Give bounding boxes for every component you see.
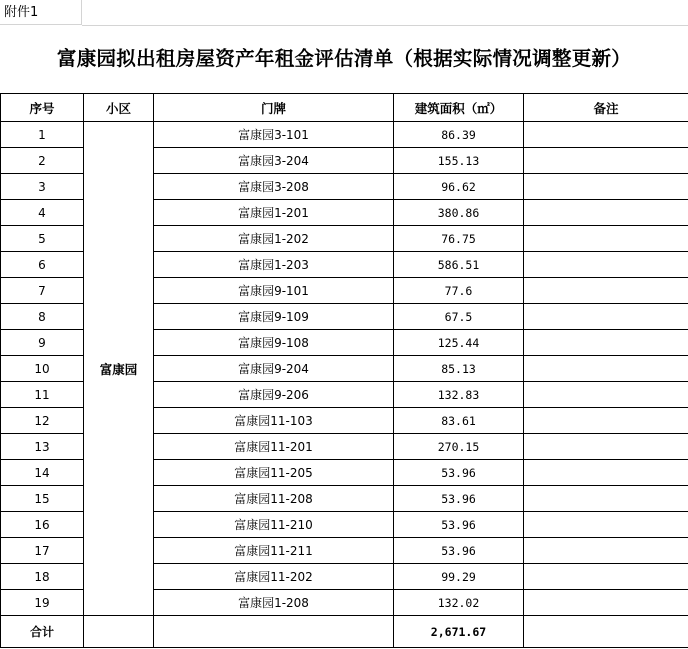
cell-note[interactable] bbox=[524, 174, 688, 200]
cell-area[interactable]: 53.96 bbox=[394, 538, 524, 564]
header-door[interactable]: 门牌 bbox=[154, 94, 394, 122]
cell-note[interactable] bbox=[524, 330, 688, 356]
attachment-label: 附件1 bbox=[4, 5, 39, 20]
cell-note[interactable] bbox=[524, 538, 688, 564]
cell-seq[interactable]: 7 bbox=[1, 278, 84, 304]
cell-door[interactable]: 富康园11-211 bbox=[154, 538, 394, 564]
cell-seq[interactable]: 8 bbox=[1, 304, 84, 330]
cell-note[interactable] bbox=[524, 460, 688, 486]
cell-seq[interactable]: 11 bbox=[1, 382, 84, 408]
cell-note[interactable] bbox=[524, 590, 688, 616]
total-area[interactable]: 2,671.67 bbox=[394, 616, 524, 648]
cell-seq[interactable]: 17 bbox=[1, 538, 84, 564]
cell-area[interactable]: 380.86 bbox=[394, 200, 524, 226]
cell-door[interactable]: 富康园1-202 bbox=[154, 226, 394, 252]
total-row bbox=[1, 616, 688, 648]
cell-door[interactable]: 富康园11-205 bbox=[154, 460, 394, 486]
cell-seq[interactable]: 9 bbox=[1, 330, 84, 356]
attachment-label-cell[interactable] bbox=[0, 0, 82, 25]
cell-seq[interactable]: 19 bbox=[1, 590, 84, 616]
document-title: 富康园拟出租房屋资产年租金评估清单（根据实际情况调整更新） bbox=[56, 47, 632, 70]
cell-door[interactable]: 富康园3-204 bbox=[154, 148, 394, 174]
header-community[interactable]: 小区 bbox=[84, 94, 154, 122]
cell-seq[interactable]: 14 bbox=[1, 460, 84, 486]
empty-top-cell[interactable] bbox=[82, 0, 688, 26]
cell-door[interactable]: 富康园1-203 bbox=[154, 252, 394, 278]
total-community[interactable] bbox=[84, 616, 154, 648]
cell-seq[interactable]: 15 bbox=[1, 486, 84, 512]
cell-community[interactable]: 富康园 bbox=[84, 122, 154, 616]
cell-seq[interactable]: 13 bbox=[1, 434, 84, 460]
cell-door[interactable]: 富康园3-208 bbox=[154, 174, 394, 200]
cell-door[interactable]: 富康园9-101 bbox=[154, 278, 394, 304]
cell-seq[interactable]: 4 bbox=[1, 200, 84, 226]
total-label[interactable]: 合计 bbox=[1, 616, 84, 648]
header-note[interactable]: 备注 bbox=[524, 94, 688, 122]
cell-note[interactable] bbox=[524, 356, 688, 382]
cell-door[interactable]: 富康园11-210 bbox=[154, 512, 394, 538]
cell-area[interactable]: 586.51 bbox=[394, 252, 524, 278]
cell-seq[interactable]: 18 bbox=[1, 564, 84, 590]
cell-note[interactable] bbox=[524, 122, 688, 148]
header-seq[interactable]: 序号 bbox=[1, 94, 84, 122]
cell-area[interactable]: 99.29 bbox=[394, 564, 524, 590]
cell-area[interactable]: 86.39 bbox=[394, 122, 524, 148]
cell-area[interactable]: 53.96 bbox=[394, 512, 524, 538]
cell-note[interactable] bbox=[524, 304, 688, 330]
cell-area[interactable]: 76.75 bbox=[394, 226, 524, 252]
cell-note[interactable] bbox=[524, 252, 688, 278]
cell-area[interactable]: 155.13 bbox=[394, 148, 524, 174]
cell-door[interactable]: 富康园11-103 bbox=[154, 408, 394, 434]
cell-door[interactable]: 富康园1-208 bbox=[154, 590, 394, 616]
cell-seq[interactable]: 3 bbox=[1, 174, 84, 200]
cell-area[interactable]: 67.5 bbox=[394, 304, 524, 330]
cell-door[interactable]: 富康园9-204 bbox=[154, 356, 394, 382]
table-row bbox=[1, 122, 688, 148]
cell-area[interactable]: 96.62 bbox=[394, 174, 524, 200]
table-body bbox=[1, 122, 688, 648]
cell-area[interactable]: 77.6 bbox=[394, 278, 524, 304]
cell-area[interactable]: 132.02 bbox=[394, 590, 524, 616]
cell-seq[interactable]: 5 bbox=[1, 226, 84, 252]
cell-note[interactable] bbox=[524, 408, 688, 434]
sheet-top-row bbox=[0, 0, 688, 26]
cell-seq[interactable]: 10 bbox=[1, 356, 84, 382]
cell-area[interactable]: 132.83 bbox=[394, 382, 524, 408]
table-header-row bbox=[1, 94, 688, 122]
cell-note[interactable] bbox=[524, 564, 688, 590]
cell-note[interactable] bbox=[524, 486, 688, 512]
cell-note[interactable] bbox=[524, 200, 688, 226]
cell-door[interactable]: 富康园9-206 bbox=[154, 382, 394, 408]
cell-door[interactable]: 富康园1-201 bbox=[154, 200, 394, 226]
cell-seq[interactable]: 2 bbox=[1, 148, 84, 174]
cell-area[interactable]: 85.13 bbox=[394, 356, 524, 382]
cell-note[interactable] bbox=[524, 148, 688, 174]
cell-note[interactable] bbox=[524, 278, 688, 304]
total-door[interactable] bbox=[154, 616, 394, 648]
cell-door[interactable]: 富康园11-201 bbox=[154, 434, 394, 460]
cell-door[interactable]: 富康园9-108 bbox=[154, 330, 394, 356]
cell-note[interactable] bbox=[524, 382, 688, 408]
cell-area[interactable]: 53.96 bbox=[394, 460, 524, 486]
cell-seq[interactable]: 12 bbox=[1, 408, 84, 434]
cell-seq[interactable]: 16 bbox=[1, 512, 84, 538]
cell-note[interactable] bbox=[524, 226, 688, 252]
cell-door[interactable]: 富康园11-202 bbox=[154, 564, 394, 590]
cell-note[interactable] bbox=[524, 434, 688, 460]
cell-area[interactable]: 83.61 bbox=[394, 408, 524, 434]
cell-area[interactable]: 270.15 bbox=[394, 434, 524, 460]
cell-area[interactable]: 53.96 bbox=[394, 486, 524, 512]
asset-table bbox=[0, 93, 688, 648]
total-note[interactable] bbox=[524, 616, 688, 648]
cell-note[interactable] bbox=[524, 512, 688, 538]
cell-area[interactable]: 125.44 bbox=[394, 330, 524, 356]
header-area[interactable]: 建筑面积（㎡） bbox=[394, 94, 524, 122]
cell-seq[interactable]: 1 bbox=[1, 122, 84, 148]
cell-door[interactable]: 富康园3-101 bbox=[154, 122, 394, 148]
cell-door[interactable]: 富康园9-109 bbox=[154, 304, 394, 330]
cell-seq[interactable]: 6 bbox=[1, 252, 84, 278]
cell-door[interactable]: 富康园11-208 bbox=[154, 486, 394, 512]
